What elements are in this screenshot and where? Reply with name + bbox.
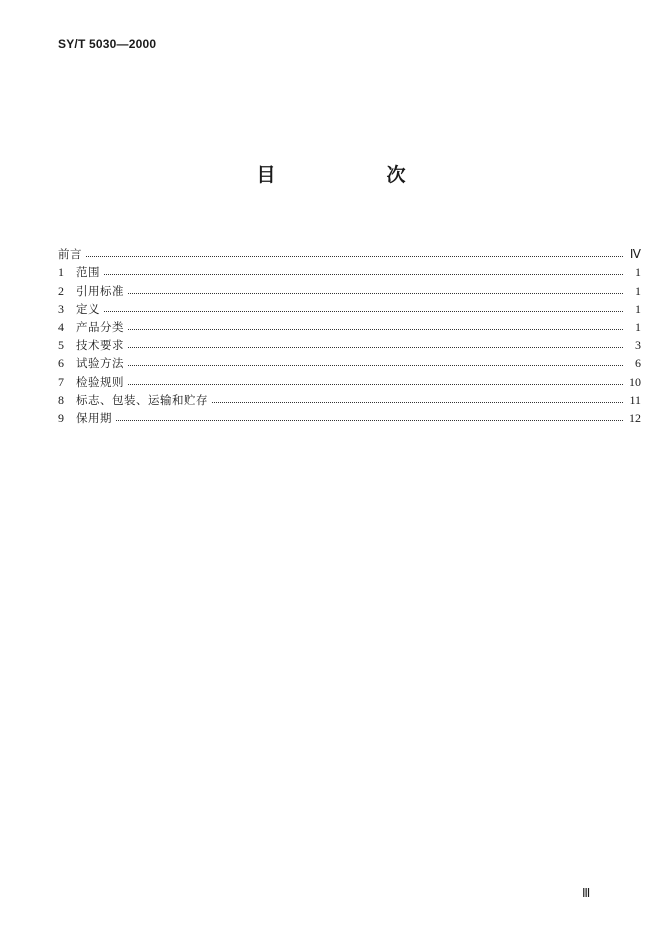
toc-entry-number: 6 <box>58 356 64 371</box>
toc-entry-9[interactable] <box>58 407 641 425</box>
toc-leader-dots <box>212 402 623 403</box>
toc-entry-page: 11 <box>629 392 641 407</box>
toc-leader-dots <box>86 256 623 257</box>
toc-entry-4[interactable] <box>58 316 641 334</box>
toc-leader-dots <box>116 420 623 421</box>
toc-entry-1[interactable] <box>58 261 641 279</box>
toc-entry-number: 7 <box>58 374 64 389</box>
toc-leader-dots <box>128 384 623 385</box>
toc-entry-2[interactable] <box>58 279 641 297</box>
toc-entry-6[interactable] <box>58 352 641 370</box>
page-number: Ⅲ <box>582 886 590 900</box>
toc-entry-number: 2 <box>58 283 64 298</box>
toc-leader-dots <box>104 311 623 312</box>
toc-entry-label: 定义 <box>76 301 100 316</box>
toc-entry-page: 1 <box>635 301 641 316</box>
toc-entry-label: 试验方法 <box>76 356 124 371</box>
toc-leader-dots <box>128 329 623 330</box>
toc-entry-page: Ⅳ <box>629 247 641 262</box>
table-of-contents <box>58 243 641 425</box>
toc-entry-label: 技术要求 <box>76 338 124 353</box>
toc-entry-label: 产品分类 <box>76 319 124 334</box>
toc-entry-page: 3 <box>635 338 641 353</box>
toc-entry-page: 1 <box>635 283 641 298</box>
toc-entry-8[interactable] <box>58 389 641 407</box>
toc-entry-page: 10 <box>629 374 641 389</box>
toc-leader-dots <box>128 365 623 366</box>
standard-code: SY/T 5030—2000 <box>58 37 157 51</box>
toc-entry-number: 3 <box>58 301 64 316</box>
toc-entry-label: 检验规则 <box>76 374 124 389</box>
toc-entry-number: 4 <box>58 319 64 334</box>
toc-entry-label: 标志、包装、运输和贮存 <box>76 392 208 407</box>
toc-entry-page: 1 <box>635 319 641 334</box>
toc-entry-number: 9 <box>58 410 64 425</box>
page-title: 目 次 <box>256 164 452 186</box>
toc-entry-7[interactable] <box>58 370 641 388</box>
toc-entry-3[interactable] <box>58 298 641 316</box>
toc-entry-page: 12 <box>629 410 641 425</box>
toc-entry-page: 6 <box>635 356 641 371</box>
toc-entry-number: 5 <box>58 338 64 353</box>
toc-entry-5[interactable] <box>58 334 641 352</box>
toc-entry-number: 1 <box>58 265 64 280</box>
toc-entry-label: 前言 <box>58 247 82 262</box>
toc-leader-dots <box>128 347 623 348</box>
toc-entry-label: 保用期 <box>76 410 112 425</box>
toc-entry-page: 1 <box>635 265 641 280</box>
toc-leader-dots <box>128 293 623 294</box>
toc-entry-label: 引用标准 <box>76 283 124 298</box>
toc-entry-label: 范围 <box>76 265 100 280</box>
toc-entry-foreword[interactable] <box>58 243 641 261</box>
toc-leader-dots <box>104 274 623 275</box>
toc-entry-number: 8 <box>58 392 64 407</box>
